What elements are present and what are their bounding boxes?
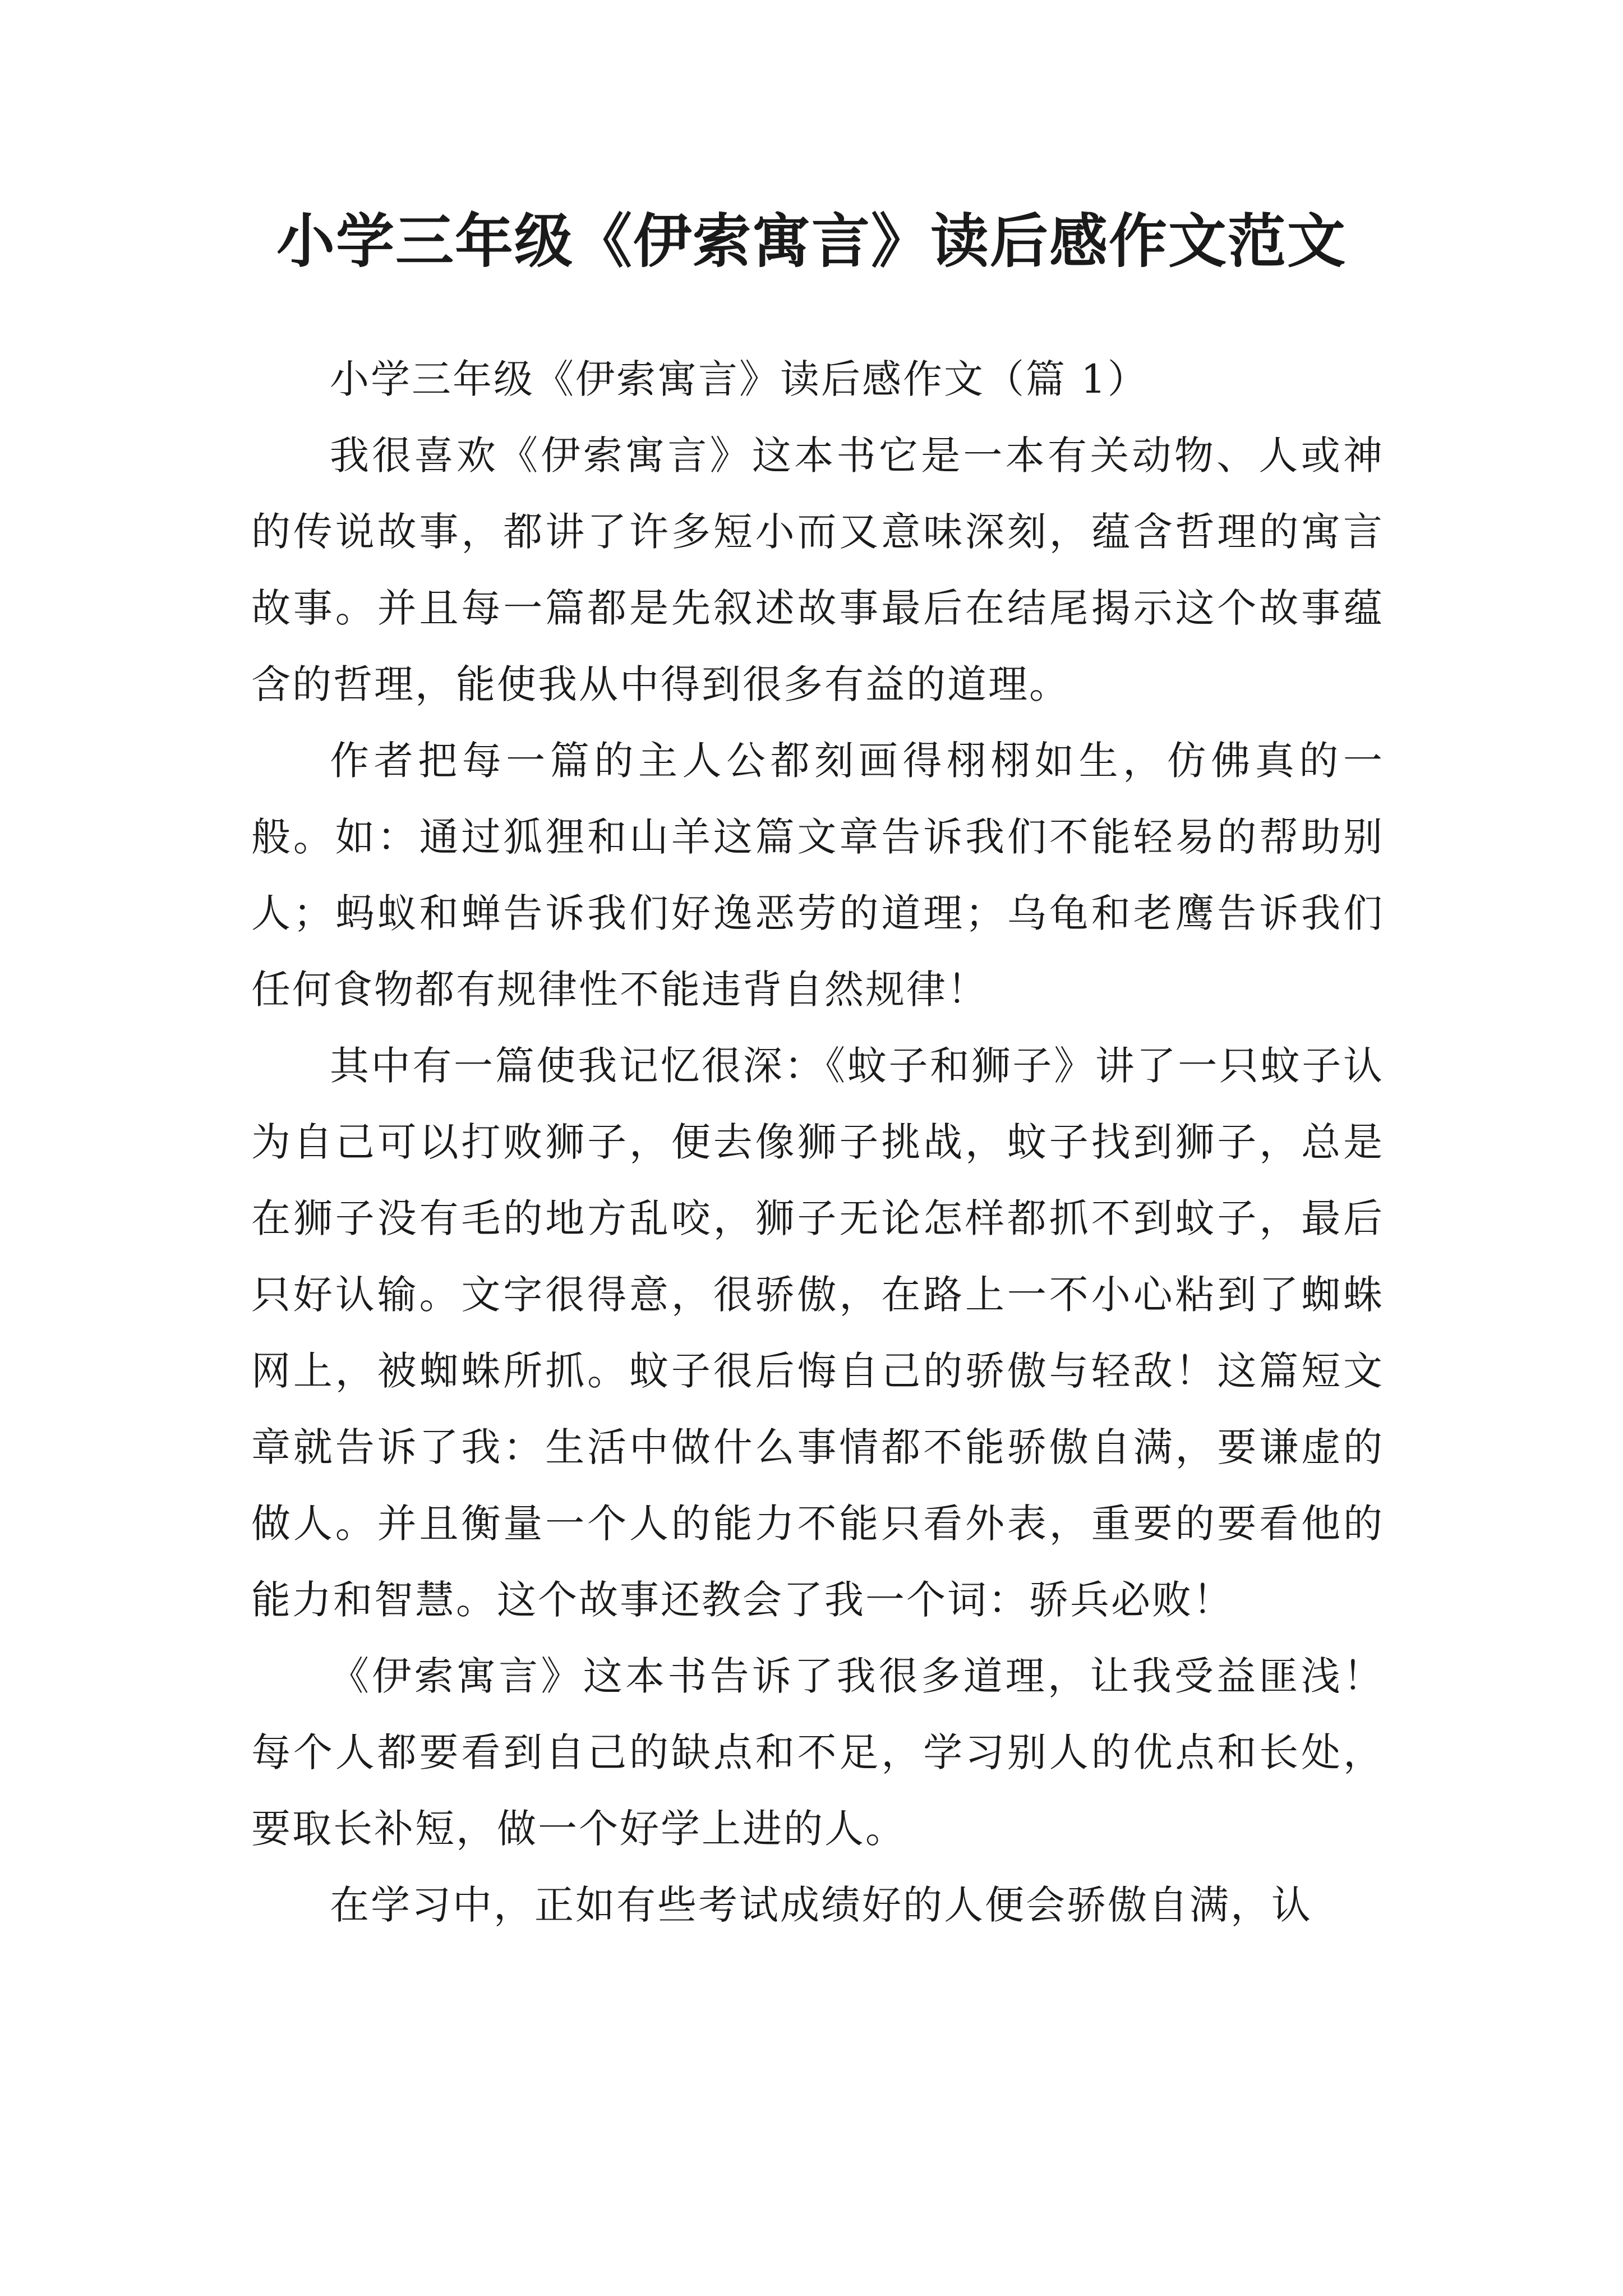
- document-title: 小学三年级《伊索寓言》读后感作文范文: [276, 206, 1347, 275]
- paragraph: 其中有一篇使我记忆很深：《蚊子和狮子》讲了一只蚊子认为自己可以打败狮子，便去像狮子挑战，蚊子找到狮子，总是在狮子没有毛的地方乱咬，狮子无论怎样都抓不到蚊子，最后只好认输。文字很得意，很骄傲，在路上一不小心粘到了蜘蛛网上，被蜘蛛所抓。蚊子很后悔自己的骄傲与轻敌！这篇短文章就告诉了我：生活中做什么事情都不能骄傲自满，要谦虚的做人。并且衡量一个人的能力不能只看外表，重要的要看他的能力和智慧。这个故事还教会了我一个词：骄兵必败！: [251, 1043, 1384, 1623]
- paragraph: 作者把每一篇的主人公都刻画得栩栩如生，仿佛真的一般。如：通过狐狸和山羊这篇文章告诉我们不能轻易的帮助别人；蚂蚁和蝉告诉我们好逸恶劳的道理；乌龟和老鹰告诉我们任何食物都有规律性不能违背自然规律！: [251, 738, 1384, 1013]
- section-heading: 小学三年级《伊索寓言》读后感作文（篇 1）: [330, 356, 1149, 402]
- paragraph: 《伊索寓言》这本书告诉了我很多道理，让我受益匪浅！每个人都要看到自己的缺点和不足，学习别人的优点和长处，要取长补短，做一个好学上进的人。: [251, 1653, 1384, 1852]
- paragraph: 在学习中，正如有些考试成绩好的人便会骄傲自满，认: [330, 1882, 1312, 1928]
- paragraph: 我很喜欢《伊索寓言》这本书它是一本有关动物、人或神的传说故事，都讲了许多短小而又意味深刻，蕴含哲理的寓言故事。并且每一篇都是先叙述故事最后在结尾揭示这个故事蕴含的哲理，能使我从中得到很多有益的道理。: [251, 432, 1384, 707]
- document-body: [251, 341, 1384, 1943]
